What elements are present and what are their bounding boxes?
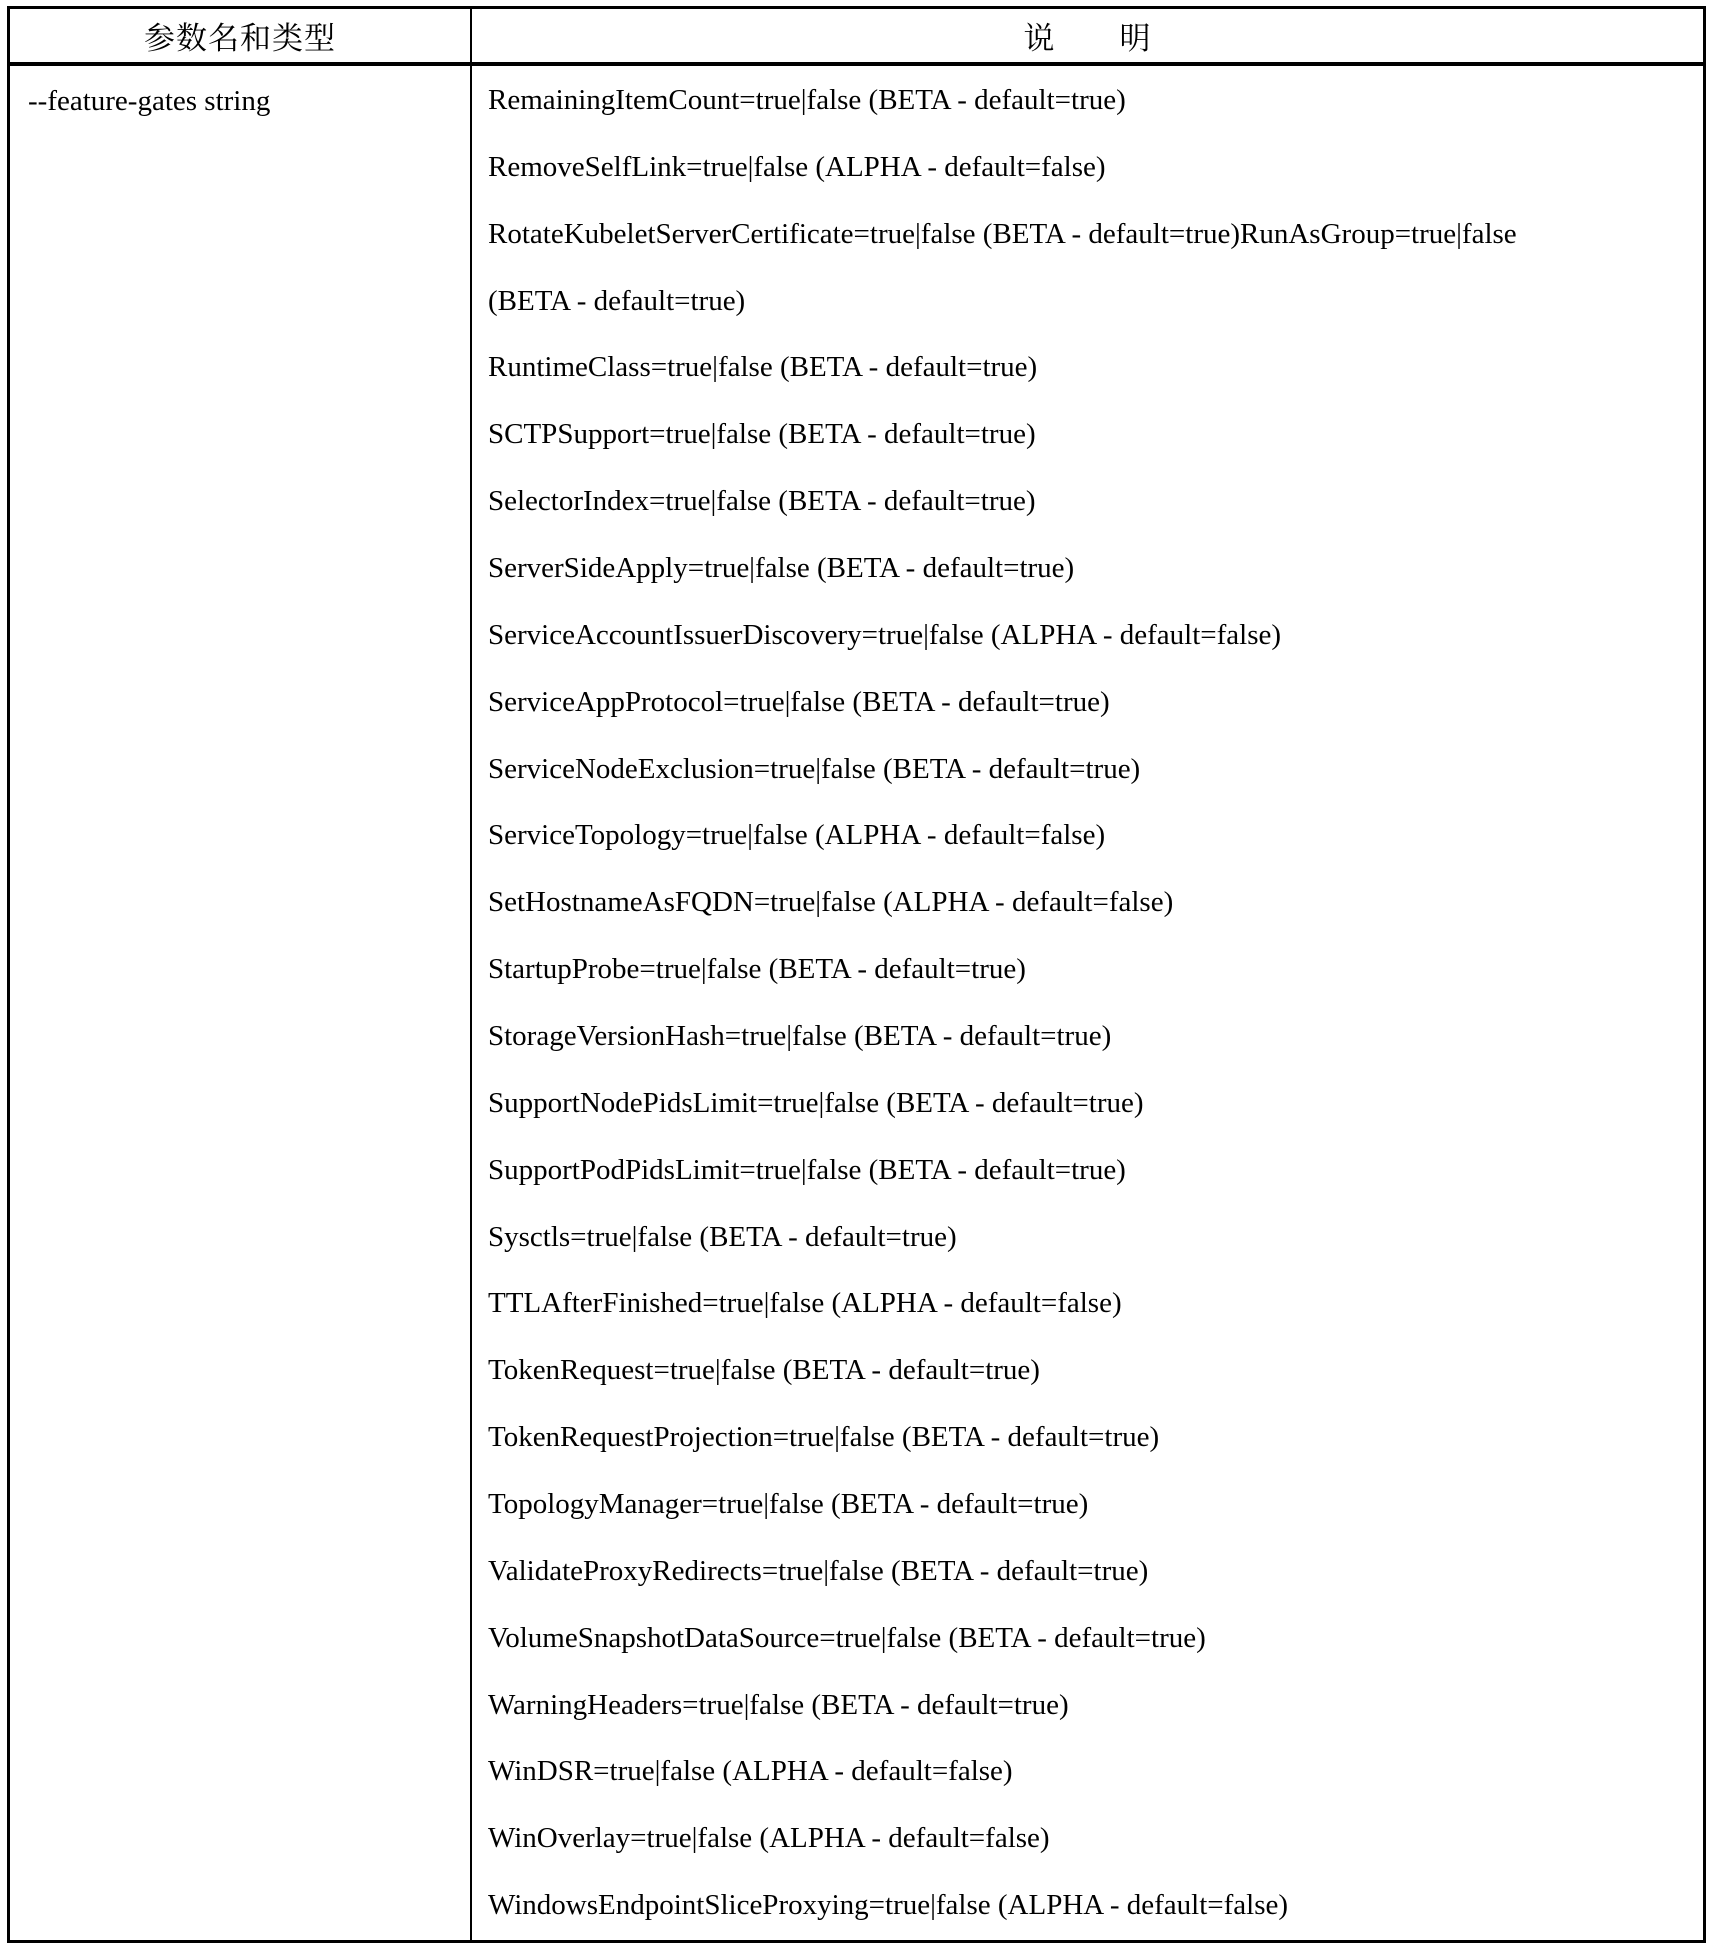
feature-gate-line: WindowsEndpointSliceProxying=true|false (ALPHA - default=false) [488,1889,1289,1922]
header-cell-description: 说 明 [472,9,1703,66]
feature-gate-line: StartupProbe=true|false (BETA - default=true) [488,953,1026,986]
feature-gate-line: SCTPSupport=true|false (BETA - default=true) [488,418,1036,451]
feature-gate-line: RuntimeClass=true|false (BETA - default=true) [488,351,1038,384]
feature-gate-line: RemoveSelfLink=true|false (ALPHA - default=false) [488,150,1106,183]
feature-gate-line: WinDSR=true|false (ALPHA - default=false) [488,1755,1013,1788]
parameter-cell [10,66,472,1940]
feature-gate-line: ValidateProxyRedirects=true|false (BETA - default=true) [488,1554,1149,1587]
feature-gate-line: RemainingItemCount=true|false (BETA - default=true) [488,83,1126,116]
feature-gate-line: ServiceAppProtocol=true|false (BETA - default=true) [488,685,1110,718]
parameters-table [7,6,1706,1943]
feature-gate-line: VolumeSnapshotDataSource=true|false (BETA - default=true) [488,1621,1206,1654]
feature-gate-line: ServiceAccountIssuerDiscovery=true|false (ALPHA - default=false) [488,618,1282,651]
feature-gate-line: (BETA - default=true) [488,284,746,317]
feature-gate-list [488,67,1685,1939]
feature-gate-line: SelectorIndex=true|false (BETA - default=true) [488,485,1036,518]
header-cell-parameter-name-type: 参数名和类型 [10,9,472,66]
feature-gate-line: StorageVersionHash=true|false (BETA - default=true) [488,1019,1112,1052]
parameter-name: --feature-gates string [28,84,271,117]
feature-gate-line: TokenRequest=true|false (BETA - default=true) [488,1354,1040,1387]
feature-gate-line: SetHostnameAsFQDN=true|false (ALPHA - default=false) [488,886,1174,919]
feature-gate-line: SupportNodePidsLimit=true|false (BETA - default=true) [488,1086,1144,1119]
feature-gate-line: Sysctls=true|false (BETA - default=true) [488,1220,957,1253]
feature-gate-line: RotateKubeletServerCertificate=true|false (BETA - default=true)RunAsGroup=true|false [488,217,1517,250]
description-cell [472,66,1703,1940]
feature-gate-line: SupportPodPidsLimit=true|false (BETA - default=true) [488,1153,1126,1186]
feature-gate-line: WarningHeaders=true|false (BETA - default=true) [488,1688,1069,1721]
feature-gate-line: WinOverlay=true|false (ALPHA - default=false) [488,1822,1050,1855]
feature-gate-line: ServiceTopology=true|false (ALPHA - default=false) [488,819,1106,852]
feature-gate-line: TTLAfterFinished=true|false (ALPHA - default=false) [488,1287,1122,1320]
feature-gate-line: TopologyManager=true|false (BETA - default=true) [488,1487,1089,1520]
feature-gate-line: ServerSideApply=true|false (BETA - default=true) [488,551,1075,584]
feature-gate-line: ServiceNodeExclusion=true|false (BETA - default=true) [488,752,1141,785]
feature-gate-line: TokenRequestProjection=true|false (BETA - default=true) [488,1421,1160,1454]
